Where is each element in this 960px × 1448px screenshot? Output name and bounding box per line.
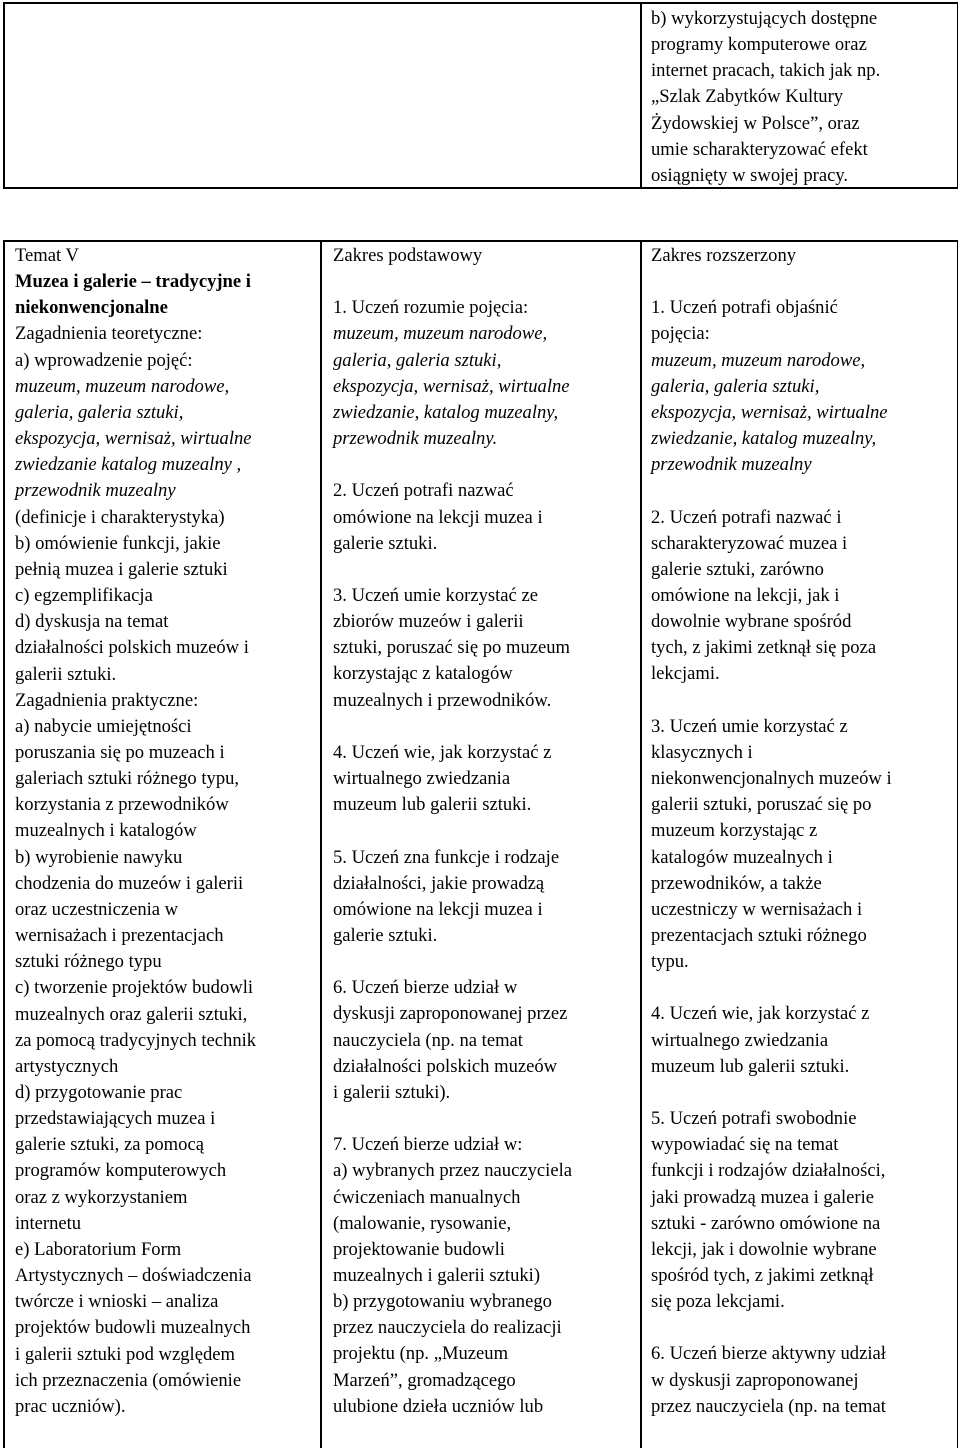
main-row-top-border (3, 240, 958, 242)
text-line: muzeum korzystając z (651, 820, 818, 842)
text-line: 7. Uczeń bierze udział w: (333, 1134, 523, 1156)
text-line: 6. Uczeń bierze udział w (333, 977, 518, 999)
text-line: klasycznych i (651, 741, 753, 763)
text-line: muzealnych i galerii sztuki) (333, 1264, 541, 1286)
text-line: chodzenia do muzeów i galerii (15, 872, 244, 894)
text-line: omówione na lekcji muzea i (333, 898, 543, 920)
text-line: sztuki - zarówno omówione na (651, 1212, 881, 1234)
text-line: 4. Uczeń wie, jak korzystać z (333, 741, 552, 763)
term-line: galeria, galeria sztuki, (651, 375, 820, 397)
text-line: spośród tych, z jakimi zetknął (651, 1265, 874, 1287)
text-line: zbiorów muzeów i galerii (333, 611, 524, 633)
term-line: ekspozycja, wernisaż, wirtualne (15, 428, 252, 450)
text-line: projektu (np. „Muzeum (333, 1343, 509, 1365)
text-line: Marzeń”, gromadzącego (333, 1369, 516, 1391)
text-line: muzealnych i katalogów (15, 820, 197, 842)
text-line: lekcji, jak i dowolnie wybrane (651, 1238, 877, 1260)
text-line: wernisażach i prezentacjach (15, 925, 224, 947)
text-line: muzeum lub galerii sztuki. (651, 1055, 850, 1077)
text-line: muzeum lub galerii sztuki. (333, 794, 532, 816)
text-line: wypowiadać się na temat (651, 1134, 839, 1156)
text-line: wirtualnego zwiedzania (651, 1029, 829, 1051)
topic-column (15, 243, 256, 1420)
extended-scope-column (651, 243, 892, 1420)
text-line: artystycznych (15, 1055, 119, 1077)
text-line: „Szlak Zabytków Kultury (651, 86, 844, 108)
term-line: przewodnik muzealny (15, 480, 176, 502)
text-line: wirtualnego zwiedzania (333, 768, 511, 790)
text-line: działalności polskich muzeów i (15, 637, 249, 659)
text-line: 3. Uczeń umie korzystać ze (333, 584, 538, 606)
term-line: galeria, galeria sztuki, (15, 401, 184, 423)
text-line: funkcji i rodzajów działalności, (651, 1160, 886, 1182)
text-line: poruszania się po muzeach i (15, 741, 225, 763)
top-row-top-border (3, 2, 958, 4)
text-line: a) nabycie umiejętności (15, 715, 192, 737)
text-line: c) tworzenie projektów budowli (15, 977, 254, 999)
text-line: uczestniczy w wernisażach i (651, 898, 863, 920)
text-line: osiągnięty w swojej pracy. (651, 164, 849, 186)
text-line: galerii sztuki, poruszać się po (651, 794, 872, 816)
text-line: przedstawiających muzea i (15, 1108, 216, 1130)
text-line: i galerii sztuki). (333, 1081, 451, 1103)
text-line: za pomocą tradycyjnych technik (15, 1029, 257, 1051)
text-line: pojęcia: (651, 323, 710, 345)
text-line: scharakteryzować muzea i (651, 532, 848, 554)
text-line: galerie sztuki, zarówno (651, 558, 824, 580)
text-line: się poza lekcjami. (651, 1291, 785, 1313)
top-row-right-cell (651, 6, 880, 189)
text-line: przewodników, a także (651, 872, 822, 894)
text-line: przez nauczyciela (np. na temat (651, 1395, 886, 1417)
text-line: nauczyciela (np. na temat (333, 1029, 523, 1051)
text-line: prac uczniów). (15, 1395, 126, 1417)
term-line: ekspozycja, wernisaż, wirtualne (333, 375, 570, 397)
term-line: ekspozycja, wernisaż, wirtualne (651, 401, 888, 423)
text-line: Artystycznych – doświadczenia (15, 1265, 252, 1287)
text-line: ich przeznaczenia (omówienie (15, 1369, 242, 1391)
text-line: 1. Uczeń potrafi objaśnić (651, 297, 838, 319)
top-row-left-border (3, 2, 5, 188)
text-line: korzystając z katalogów (333, 663, 513, 685)
term-line: muzeum, muzeum narodowe, (651, 349, 866, 371)
text-line: b) przygotowaniu wybranego (333, 1291, 552, 1313)
top-row-divider (640, 2, 642, 188)
text-line: muzealnych i przewodników. (333, 689, 552, 711)
text-line: ulubione dzieła uczniów lub (333, 1395, 544, 1417)
text-line: jaki prowadzą muzea i galerie (651, 1186, 875, 1208)
text-line: galeriach sztuki różnego typu, (15, 768, 240, 790)
term-line: muzeum, muzeum narodowe, (333, 323, 548, 345)
text-line: d) przygotowanie prac (15, 1082, 183, 1103)
text-line: internet pracach, takich jak np. (651, 60, 881, 82)
text-line: 5. Uczeń potrafi swobodnie (651, 1108, 857, 1130)
text-line: projektów budowli muzealnych (15, 1317, 251, 1339)
text-line: projektowanie budowli (333, 1238, 505, 1260)
text-line: działalności, jakie prowadzą (333, 872, 545, 894)
text-line: a) wybranych przez nauczyciela (333, 1160, 572, 1182)
text-line: pełnią muzea i galerie sztuki (15, 558, 228, 580)
text-line: oraz z wykorzystaniem (15, 1186, 188, 1208)
text-line: programów komputerowych (15, 1160, 227, 1182)
text-line: działalności polskich muzeów (333, 1055, 558, 1077)
text-line: (definicje i charakterystyka) (15, 506, 225, 528)
text-line: b) wyrobienie nawyku (15, 846, 183, 868)
column-header: Zakres podstawowy (333, 245, 483, 266)
text-line: niekonwencjonalnych muzeów i (651, 768, 892, 790)
text-line: galerie sztuki. (333, 924, 438, 946)
text-line: (malowanie, rysowanie, (333, 1212, 512, 1234)
text-line: i galerii sztuki pod względem (15, 1343, 235, 1365)
text-line: galerii sztuki. (15, 663, 117, 685)
text-line: 1. Uczeń rozumie pojęcia: (333, 297, 529, 319)
text-line: internetu (15, 1212, 82, 1234)
text-line: w dyskusji zaproponowanej (651, 1369, 859, 1391)
text-line: b) omówienie funkcji, jakie (15, 532, 221, 554)
text-line: 6. Uczeń bierze aktywny udział (651, 1343, 886, 1365)
term-line: zwiedzanie, katalog muzealny, (651, 428, 877, 450)
main-row-divider-1 (320, 240, 322, 1448)
text-line: tych, z jakimi zetknął się poza (651, 637, 877, 659)
basic-scope-column (333, 243, 572, 1420)
text-line: omówione na lekcji, jak i (651, 585, 840, 606)
term-line: przewodnik muzealny (651, 454, 812, 476)
main-row-divider-2 (640, 240, 642, 1448)
text-line: 4. Uczeń wie, jak korzystać z (651, 1003, 870, 1025)
text-line: sztuki różnego typu (15, 951, 162, 973)
theory-heading: Zagadnienia teoretyczne: (15, 323, 203, 345)
term-line: muzeum, muzeum narodowe, (15, 375, 230, 397)
text-line: galerie sztuki, za pomocą (15, 1134, 204, 1156)
text-line: katalogów muzealnych i (651, 846, 833, 868)
text-line: galerie sztuki. (333, 532, 438, 554)
topic-title-line-1: Muzea i galerie – tradycyjne i (15, 271, 251, 293)
text-line: c) egzemplifikacja (15, 585, 153, 607)
text-line: 3. Uczeń umie korzystać z (651, 715, 848, 737)
text-line: e) Laboratorium Form (15, 1238, 182, 1260)
text-line: programy komputerowe oraz (651, 34, 867, 56)
main-row-right-border (957, 240, 959, 1448)
text-line: sztuki, poruszać się po muzeum (333, 637, 571, 659)
text-line: lekcjami. (651, 663, 720, 685)
text-line: 2. Uczeń potrafi nazwać i (651, 506, 842, 528)
main-row-left-border (3, 240, 5, 1448)
term-line: zwiedzanie, katalog muzealny, (333, 401, 559, 423)
text-line: typu. (651, 951, 689, 973)
text-line: Żydowskiej w Polsce”, oraz (651, 112, 860, 134)
term-line: zwiedzanie katalog muzealny , (15, 454, 242, 476)
text-line: omówione na lekcji muzea i (333, 506, 543, 528)
text-line: oraz uczestniczenia w (15, 898, 179, 920)
term-line: galeria, galeria sztuki, (333, 349, 502, 371)
text-line: 5. Uczeń zna funkcje i rodzaje (333, 846, 560, 868)
text-line: twórcze i wnioski – analiza (15, 1291, 219, 1313)
text-line: dyskusji zaproponowanej przez (333, 1003, 568, 1025)
column-header: Zakres rozszerzony (651, 245, 797, 266)
text-line: muzealnych oraz galerii sztuki, (15, 1003, 248, 1025)
text-line: prezentacjach sztuki różnego (651, 925, 867, 947)
topic-title-line-2: niekonwencjonalne (15, 297, 168, 319)
text-line: ćwiczeniach manualnych (333, 1186, 521, 1208)
topic-number: Temat V (15, 245, 79, 266)
text-line: b) wykorzystujących dostępne (651, 8, 878, 29)
practice-heading: Zagadnienia praktyczne: (15, 689, 199, 711)
text-line: dowolnie wybrane spośród (651, 611, 852, 633)
term-line: przewodnik muzealny. (333, 428, 498, 450)
text-line: umie scharakteryzować efekt (651, 138, 868, 160)
text-line: korzystania z przewodników (15, 794, 229, 816)
top-row-right-border (957, 2, 959, 188)
text-line: 2. Uczeń potrafi nazwać (333, 480, 514, 502)
text-line: przez nauczyciela do realizacji (333, 1317, 562, 1339)
text-line: d) dyskusja na temat (15, 611, 169, 633)
text-line: a) wprowadzenie pojęć: (15, 349, 193, 371)
